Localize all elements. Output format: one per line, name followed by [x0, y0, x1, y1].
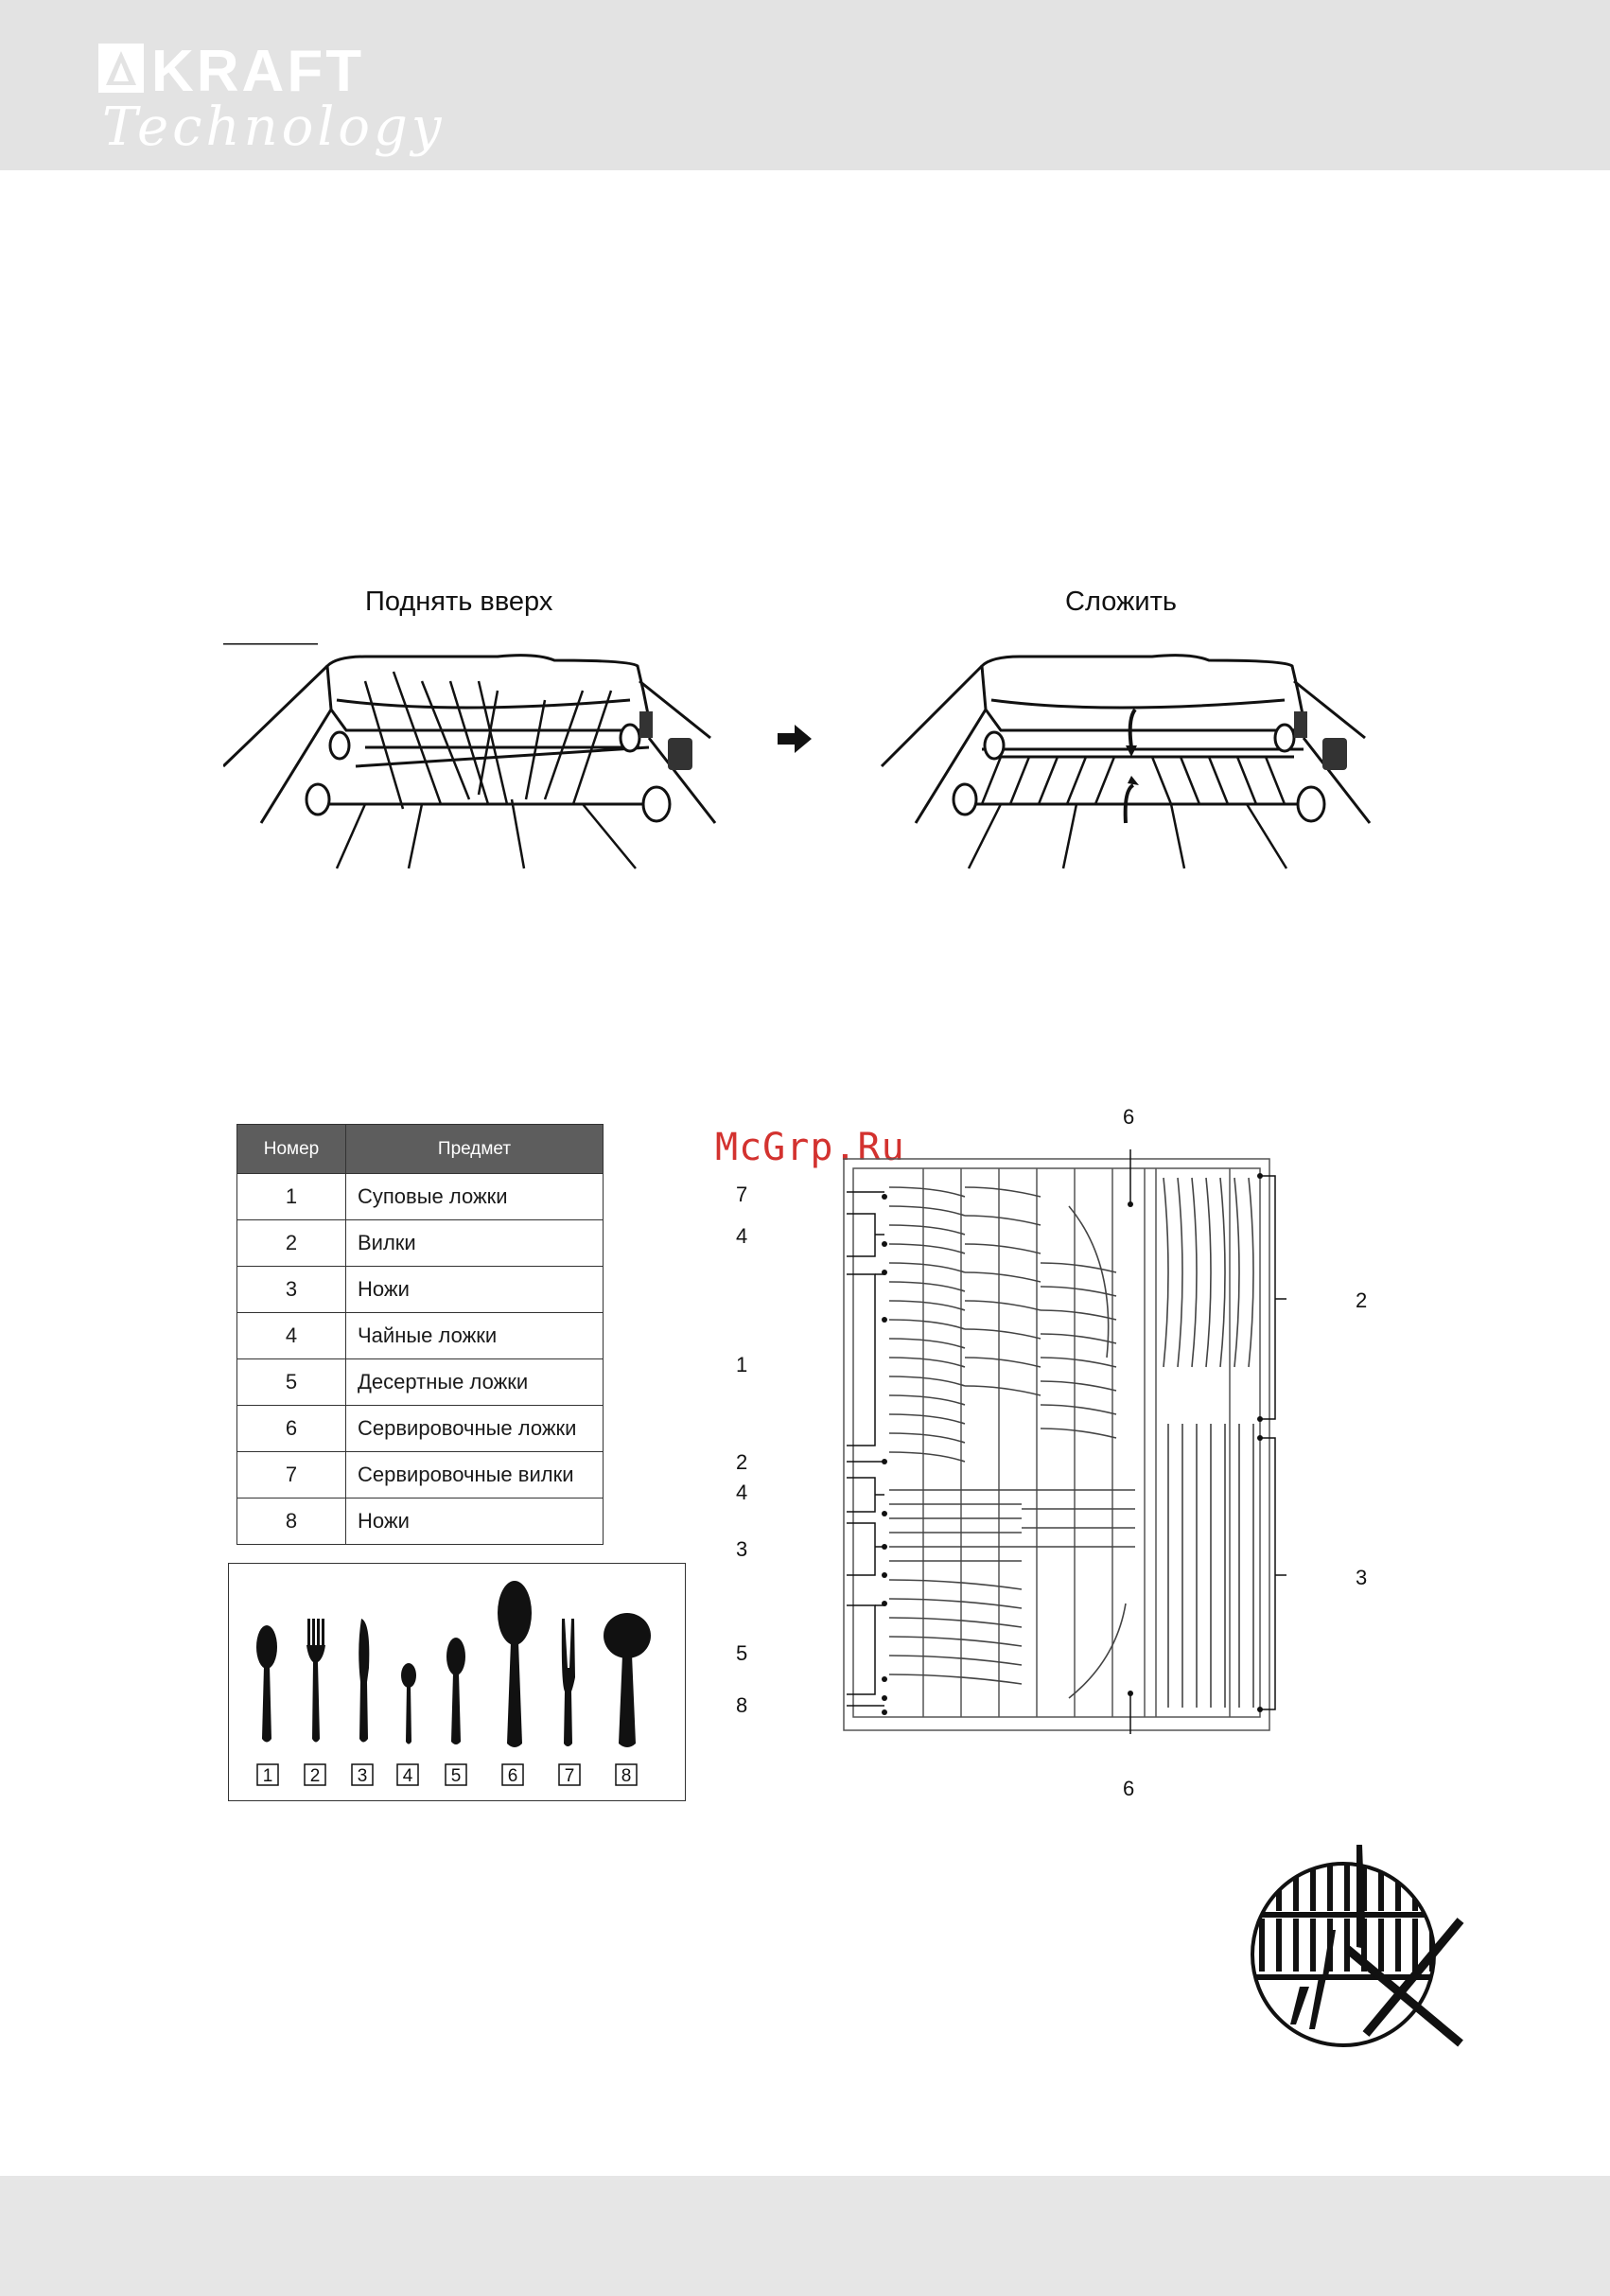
table-row [237, 1452, 604, 1499]
rack-lifted-illustration [223, 643, 734, 870]
row-number: 1 [237, 1174, 346, 1220]
logo-brand: KRAFT [151, 39, 365, 104]
row-item: Ножи [346, 1499, 604, 1545]
cutlery-label: 6 [507, 1766, 518, 1786]
row-item: Суповые ложки [346, 1174, 604, 1220]
row-number: 5 [237, 1359, 346, 1406]
cutlery-label: 3 [357, 1766, 368, 1786]
col-item-header: Предмет [346, 1125, 604, 1174]
callout-left: 8 [736, 1693, 748, 1717]
row-number: 2 [237, 1220, 346, 1267]
watermark: McGrp.Ru [715, 1126, 905, 1169]
table-row [237, 1174, 604, 1220]
kraft-logo-icon [98, 44, 144, 93]
table-row [237, 1220, 604, 1267]
teaspoon-icon [401, 1663, 416, 1744]
callout-left: 3 [736, 1537, 748, 1561]
cutlery-table [236, 1124, 604, 1545]
table-row [237, 1313, 604, 1359]
rack-folded-illustration [878, 643, 1389, 870]
lift-caption: Поднять вверх [365, 587, 553, 617]
cutlery-label: 1 [262, 1766, 273, 1786]
fork-icon [306, 1619, 325, 1743]
row-item: Чайные ложки [346, 1313, 604, 1359]
cutlery-label: 8 [621, 1766, 632, 1786]
serving-spoon-icon [498, 1581, 532, 1747]
knife-icon [359, 1619, 369, 1743]
table-row [237, 1499, 604, 1545]
table-row [237, 1406, 604, 1452]
kraft-logo [95, 38, 492, 170]
row-number: 8 [237, 1499, 346, 1545]
page-footer [0, 2176, 1610, 2296]
table-row [237, 1359, 604, 1406]
cutlery-legend [228, 1563, 686, 1801]
cutlery-label: 5 [450, 1766, 462, 1786]
callout-left: 4 [736, 1224, 748, 1248]
row-number: 7 [237, 1452, 346, 1499]
soup-spoon-icon [256, 1625, 277, 1743]
callout-top: 6 [1123, 1105, 1135, 1129]
row-item: Сервировочные ложки [346, 1406, 604, 1452]
row-item: Вилки [346, 1220, 604, 1267]
dessert-spoon-icon [446, 1638, 465, 1744]
row-item: Ножи [346, 1267, 604, 1313]
row-item: Десертные ложки [346, 1359, 604, 1406]
cutlery-label: 2 [309, 1766, 321, 1786]
cutlery-silhouettes [229, 1564, 687, 1802]
callout-left: 7 [736, 1183, 748, 1206]
row-number: 4 [237, 1313, 346, 1359]
fold-caption: Сложить [1065, 587, 1177, 617]
callout-left: 1 [736, 1353, 748, 1376]
serving-fork-icon [562, 1619, 575, 1746]
no-vertical-cutlery-illustration [1224, 1835, 1472, 2049]
cutlery-label: 7 [564, 1766, 575, 1786]
cutlery-rack-diagram [832, 1130, 1286, 1745]
callout-right: 2 [1356, 1288, 1368, 1312]
page-header [0, 0, 1610, 170]
ladle-knife-icon [604, 1613, 651, 1747]
arrow-right-icon [778, 725, 812, 753]
row-number: 6 [237, 1406, 346, 1452]
callout-left: 5 [736, 1641, 748, 1665]
table-header-row [237, 1125, 604, 1174]
row-item: Сервировочные вилки [346, 1452, 604, 1499]
cutlery-label: 4 [402, 1766, 413, 1786]
table-row [237, 1267, 604, 1313]
callout-right: 3 [1356, 1566, 1368, 1589]
callout-left: 4 [736, 1481, 748, 1504]
row-number: 3 [237, 1267, 346, 1313]
callout-bottom: 6 [1123, 1777, 1135, 1800]
col-number-header: Номер [237, 1125, 346, 1174]
logo-tagline: Technology [102, 96, 446, 158]
callout-left: 2 [736, 1450, 748, 1474]
